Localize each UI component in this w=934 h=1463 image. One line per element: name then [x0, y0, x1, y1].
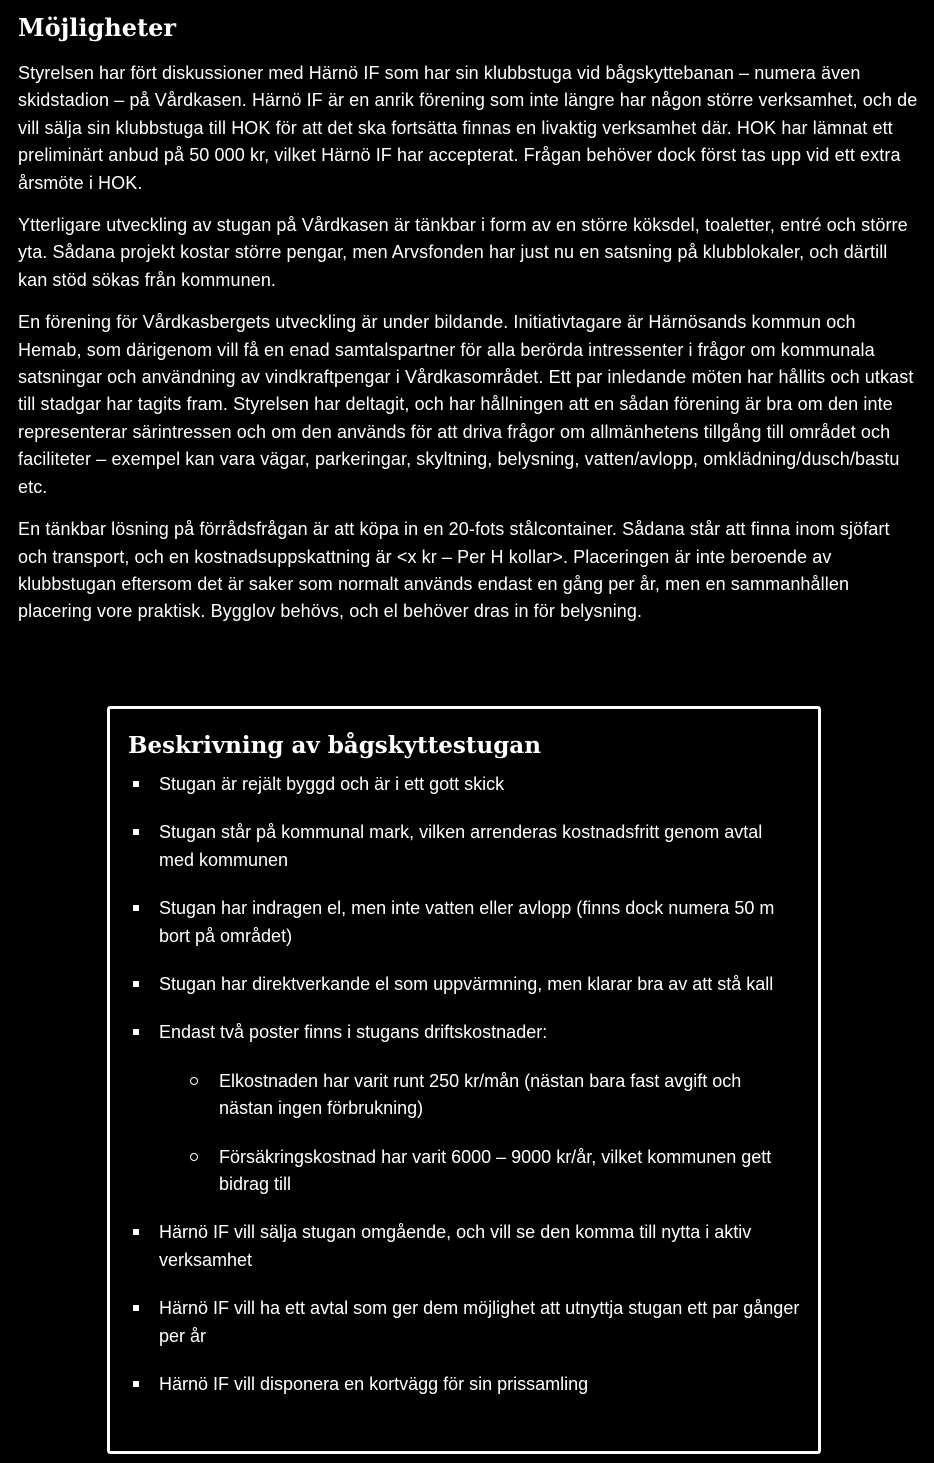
- square-bullet-icon: [133, 1229, 139, 1235]
- list-item-text: Härnö IF vill ha ett avtal som ger dem möjlighet att utnyttja stugan ett par gånger per år: [159, 1298, 800, 1346]
- list-item-text: Härnö IF vill disponera en kortvägg för sin prissamling: [159, 1374, 589, 1395]
- square-bullet-icon: [133, 981, 139, 987]
- sub-list-item: [159, 1144, 800, 1199]
- description-box: [107, 706, 821, 1454]
- sub-bullet-list: [159, 1068, 800, 1199]
- list-item-text: Stugan står på kommunal mark, vilken arrenderas kostnadsfritt genom avtal med kommunen: [159, 822, 763, 870]
- list-item: [128, 1019, 800, 1198]
- sub-list-item: [159, 1068, 800, 1123]
- sub-list-item-text: Försäkringskostnad har varit 6000 – 9000 kr/år, vilket kommunen gett bidrag till: [219, 1146, 772, 1195]
- bullet-list: [128, 771, 800, 1399]
- square-bullet-icon: [133, 1381, 139, 1387]
- square-bullet-icon: [133, 1029, 139, 1035]
- document-page: [18, 12, 918, 641]
- paragraph-4: En tänkbar lösning på förrådsfrågan är att köpa in en 20-fots stålcontainer. Sådana står att finna inom sjöfart och transport, och en kostnadsuppskattning är <x kr – Per H kollar>. Placeringen är inte beroende av klubbstugan eftersom det är saker som normalt används endast en gång per år, men en sammanhållen placering vore praktisk. Bygglov behövs, och el behöver dras in för belysning.: [18, 519, 890, 622]
- list-item: [128, 1371, 800, 1398]
- list-item-text: Endast två poster finns i stugans driftskostnader:: [159, 1022, 548, 1043]
- list-item-text: Stugan är rejält byggd och är i ett gott skick: [159, 774, 505, 794]
- paragraph-2: Ytterligare utveckling av stugan på Vårdkasen är tänkbar i form av en större köksdel, toaletter, entré och större yta. Sådana projekt kostar större pengar, men Arvsfonden har just nu en satsning på klubblokaler, och därtill kan stöd sökas från kommunen.: [18, 215, 908, 290]
- list-item: [128, 895, 800, 950]
- square-bullet-icon: [133, 829, 139, 835]
- box-title: Beskrivning av bågskyttestugan: [128, 732, 541, 759]
- list-item-text: Stugan har indragen el, men inte vatten eller avlopp (finns dock numera 50 m bort på området): [159, 898, 775, 946]
- list-item: [128, 771, 800, 798]
- paragraph-1: Styrelsen har fört diskussioner med Härnö IF som har sin klubbstuga vid bågskyttebanan – numera även skidstadion – på Vårdkasen. Härnö IF är en anrik förening som inte längre har någon större verksamhet, och de vill sälja sin klubbstuga till HOK för att det ska fortsätta finnas en livaktig verksamhet där. HOK har lämnat ett preliminärt anbud på 50 000 kr, vilket Härnö IF har accepterat. Frågan behöver dock först tas upp vid ett extra årsmöte i HOK.: [18, 63, 918, 193]
- square-bullet-icon: [133, 905, 139, 911]
- list-item-text: Stugan har direktverkande el som uppvärmning, men klarar bra av att stå kall: [159, 974, 774, 995]
- sub-list-item-text: Elkostnaden har varit runt 250 kr/mån (nästan bara fast avgift och nästan ingen förbrukning): [219, 1070, 742, 1119]
- square-bullet-icon: [133, 1305, 139, 1311]
- circle-bullet-icon: [190, 1153, 198, 1161]
- paragraph-3: En förening för Vårdkasbergets utveckling är under bildande. Initiativtagare är Härnösands kommun och Hemab, som därigenom vill få en enad samtalspartner för alla berörda intressenter i frågor om kommunala satsningar och användning av vindkraftpengar i Vårdkasområdet. Ett par inledande möten har hållits och utkast till stadgar har tagits fram. Styrelsen har deltagit, och har hållningen att en sådan förening är bra om den inte representerar särintressen och om den används för att driva frågor om allmänhetens tillgång till området och faciliteter – exempel kan vara vägar, parkeringar, skyltning, belysning, vatten/avlopp, omklädning/dusch/bastu etc.: [18, 312, 914, 497]
- circle-bullet-icon: [190, 1077, 198, 1085]
- list-item: [128, 971, 800, 998]
- square-bullet-icon: [133, 781, 139, 787]
- list-item: [128, 819, 800, 874]
- list-item: [128, 1295, 800, 1350]
- list-item-text: Härnö IF vill sälja stugan omgående, och vill se den komma till nytta i aktiv verksamhet: [159, 1222, 752, 1270]
- list-item: [128, 1219, 800, 1274]
- section-title: Möjligheter: [18, 13, 176, 42]
